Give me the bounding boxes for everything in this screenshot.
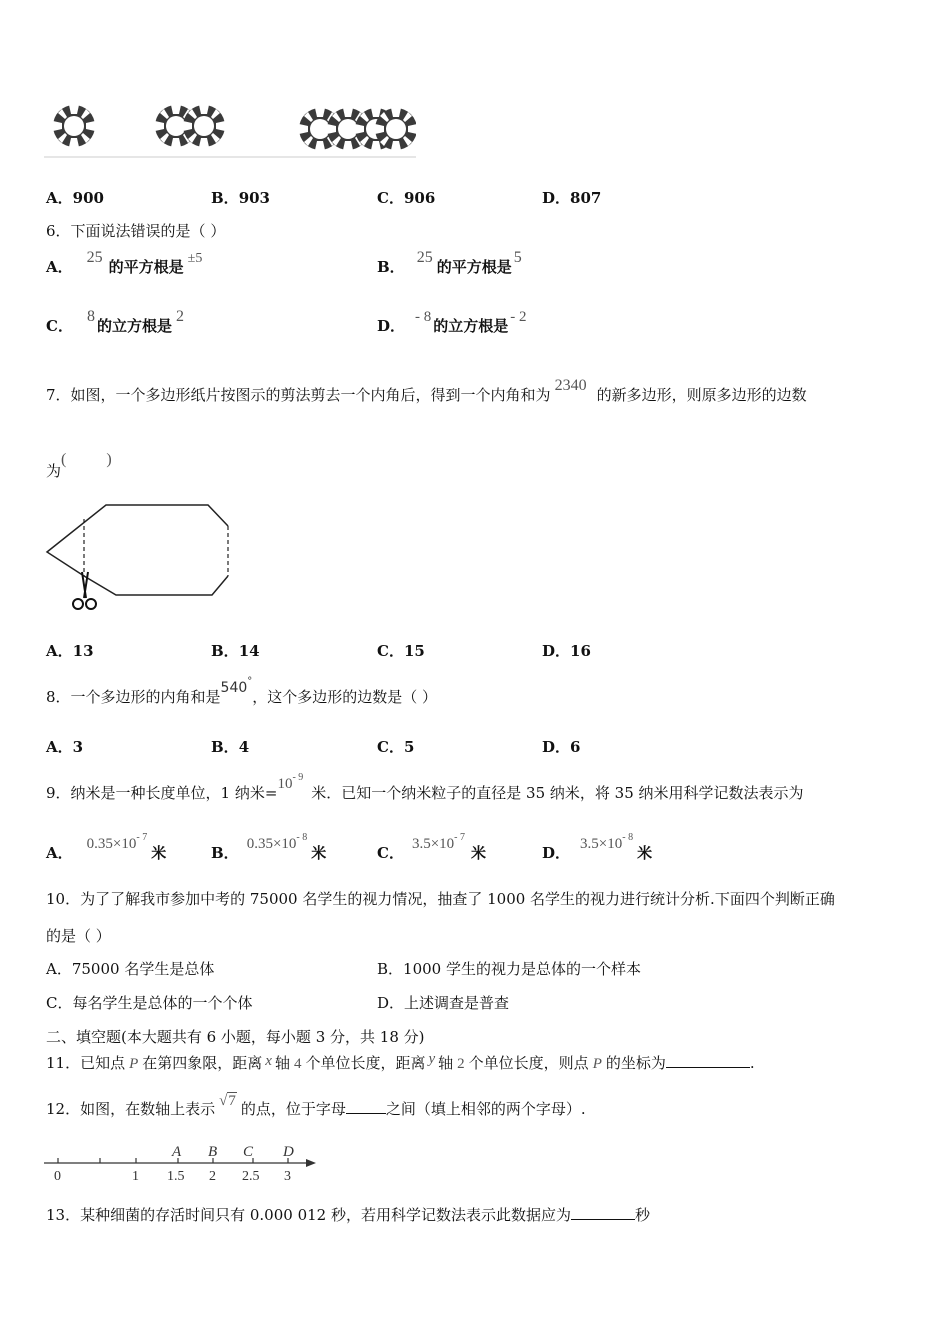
number-line-figure [44,1138,318,1186]
option-text: 的立方根是 [96,317,172,335]
option-letter: A． [46,844,73,862]
q10-option-c[interactable]: C．每名学生是总体的一个个体 [46,994,253,1012]
option-letter: D． [542,738,571,756]
q6-option-c[interactable] [46,308,184,336]
q7-stem-text: 为 [46,462,62,480]
q13-text: 13．某种细菌的存活时间只有 0.000 012 秒，若用科学记数法表示此数据应为 [46,1206,571,1224]
answer-blank[interactable]: ( ) [61,451,112,468]
option-value: 6 [570,738,581,756]
q12-text: 的点，位于字母 [240,1100,346,1118]
option-letter: D． [377,317,406,335]
answer-blank[interactable] [571,1206,635,1220]
math-expression: - 2 [510,309,527,325]
q10-option-a[interactable]: A．75000 名学生是总体 [46,960,215,978]
q9-option-a[interactable] [46,832,167,863]
unit: 米 [471,844,487,862]
variable-p: P [592,1056,602,1072]
sqrt-expression: √7 [219,1093,236,1109]
q5-option-a[interactable] [46,187,104,208]
option-letter: A． [46,258,73,276]
exponent: - 8 [296,832,308,843]
polygon-diagram [44,500,234,616]
q7-option-a[interactable] [46,640,94,661]
q8-stem-text: 8．一个多边形的内角和是 [46,688,221,706]
option-value: 13 [72,642,94,660]
variable-y: y [428,1051,436,1067]
variable-p: P [129,1056,139,1072]
q13-text: 秒 [634,1206,650,1224]
q7-stem-line2 [46,451,112,481]
q10-stem-line1: 10．为了了解我市参加中考的 75000 名学生的视力情况，抽查了 1000 名学生的视力进行统计分析.下面四个判断正确 [46,890,835,908]
q7-option-d[interactable] [542,640,591,661]
option-text: 的平方根是 [436,258,512,276]
q9-stem [46,772,804,803]
math-expression [220,676,253,696]
answer-blank[interactable] [346,1100,386,1114]
number: 4 [293,1056,302,1072]
q6-option-b[interactable] [377,249,522,277]
math-expression: 5 [513,249,522,266]
option-letter: B． [211,844,239,862]
q6-option-a[interactable] [46,249,203,277]
math-expression: 25 [416,249,433,266]
q9-stem-text: 米．已知一个纳米粒子的直径是 35 纳米，将 35 纳米用科学记数法表示为 [311,784,804,802]
q8-stem [46,676,438,707]
q8-option-b[interactable] [211,736,249,757]
point-label: B [208,1144,218,1160]
number-line [44,1138,318,1186]
answer-blank[interactable] [666,1054,750,1068]
q11-stem [46,1052,755,1073]
exponent: - 7 [136,832,148,843]
option-letter: B． [211,738,239,756]
mantissa: 0.35×10 [246,836,297,852]
math-expression [580,832,634,852]
q7-option-c[interactable] [377,640,425,661]
power-exponent: - 9 [292,772,304,783]
number: 2 [457,1056,465,1072]
option-value: 903 [238,189,270,207]
scissors-icon [73,572,96,609]
option-letter: C． [377,844,404,862]
q12-text: 之间（填上相邻的两个字母）. [385,1100,586,1118]
tick-label: 2.5 [242,1169,260,1184]
variable-x: x [265,1053,272,1069]
option-letter: C． [46,317,73,335]
math-expression: 2 [175,308,184,325]
option-letter: C． [377,189,404,207]
q9-option-d[interactable] [542,832,653,863]
q8-stem-text: ，这个多边形的边数是（ ） [252,688,438,706]
math-expression [277,772,304,792]
ring-pattern-image [44,96,416,158]
q12-stem [46,1093,586,1119]
math-expression: 25 [86,249,103,266]
option-text: 的立方根是 [433,317,509,335]
math-value: 540 [220,680,248,696]
q8-option-a[interactable] [46,736,83,757]
q7-stem [46,377,807,405]
option-letter: C． [377,738,404,756]
q11-text: 的坐标为 [605,1054,666,1072]
q12-text: 12．如图，在数轴上表示 [46,1100,216,1118]
option-value: 900 [72,189,104,207]
tick-label: 0 [54,1169,61,1184]
math-expression [246,832,308,852]
point-label: C [243,1144,254,1160]
tick-label: 3 [284,1169,291,1184]
q11-text: 个单位长度，距离 [305,1054,426,1072]
q5-option-d[interactable] [542,187,601,208]
q5-option-c[interactable] [377,187,435,208]
q10-option-d[interactable]: D．上述调查是普查 [377,994,510,1012]
exponent: - 7 [454,832,466,843]
q6-option-d[interactable] [377,309,527,336]
q7-stem-text: 7．如图，一个多边形纸片按图示的剪法剪去一个内角后，得到一个内角和为 [46,386,551,404]
power-base: 10 [277,776,293,792]
tick-label: 1.5 [167,1169,185,1184]
q11-text: 个单位长度，则点 [468,1054,589,1072]
q10-stem-line2: 的是（ ） [46,927,111,945]
unit: 米 [151,844,167,862]
option-value: 14 [238,642,260,660]
tick-label: 2 [209,1169,216,1184]
math-expression: - 8 [415,309,432,325]
q11-text: 11．已知点 [46,1054,126,1072]
option-letter: A． [46,642,73,660]
option-value: 16 [570,642,591,660]
math-expression: ±5 [187,251,203,266]
option-letter: D． [542,189,571,207]
option-letter: A． [46,738,73,756]
option-value: 15 [403,642,425,660]
q11-text: . [749,1054,755,1072]
sqrt-radicand: 7 [228,1093,236,1109]
option-letter: C． [377,642,404,660]
option-letter: B． [211,189,239,207]
point-label: D [283,1144,294,1160]
mantissa: 3.5×10 [411,836,455,852]
q5-ring-figure [44,96,416,158]
q11-text: 轴 [438,1054,454,1072]
q8-option-d[interactable] [542,736,580,757]
q8-option-c[interactable] [377,736,414,757]
math-expression: 2340 [554,377,587,394]
q9-stem-text: 9．纳米是一种长度单位，1 纳米= [46,784,278,802]
option-letter: A． [46,189,73,207]
mantissa: 0.35×10 [86,836,137,852]
option-value: 906 [403,189,436,207]
tick-label: 1 [132,1169,139,1184]
q9-option-b[interactable] [211,832,327,863]
q10-option-b[interactable]: B．1000 学生的视力是总体的一个样本 [377,960,641,978]
math-expression [86,832,148,852]
option-text: 的平方根是 [108,258,184,276]
q9-option-c[interactable] [377,832,487,863]
option-letter: B． [211,642,239,660]
degree-symbol: ° [247,676,253,687]
q11-text: 在第四象限，距离 [142,1054,263,1072]
option-value: 5 [403,738,415,756]
q11-text: 轴 [274,1054,290,1072]
point-label: A [172,1144,182,1160]
unit: 米 [311,844,327,862]
q13-stem [46,1204,650,1225]
option-letter: D． [542,642,571,660]
exponent: - 8 [622,832,634,843]
option-value: 807 [570,189,602,207]
q7-option-b[interactable] [211,640,260,661]
math-expression: 8 [86,308,95,325]
q7-polygon-figure [44,500,234,616]
option-letter: D． [542,844,571,862]
q5-option-b[interactable] [211,187,270,208]
q7-stem-text: 的新多边形，则原多边形的边数 [596,386,807,404]
math-expression [411,832,466,852]
mantissa: 3.5×10 [580,836,623,852]
unit: 米 [637,844,653,862]
option-value: 4 [238,738,250,756]
option-value: 3 [72,738,84,756]
option-letter: B． [377,258,405,276]
q6-stem: 6．下面说法错误的是（ ） [46,222,226,240]
section-heading: 二、填空题(本大题共有 6 小题，每小题 3 分，共 18 分) [46,1028,425,1046]
